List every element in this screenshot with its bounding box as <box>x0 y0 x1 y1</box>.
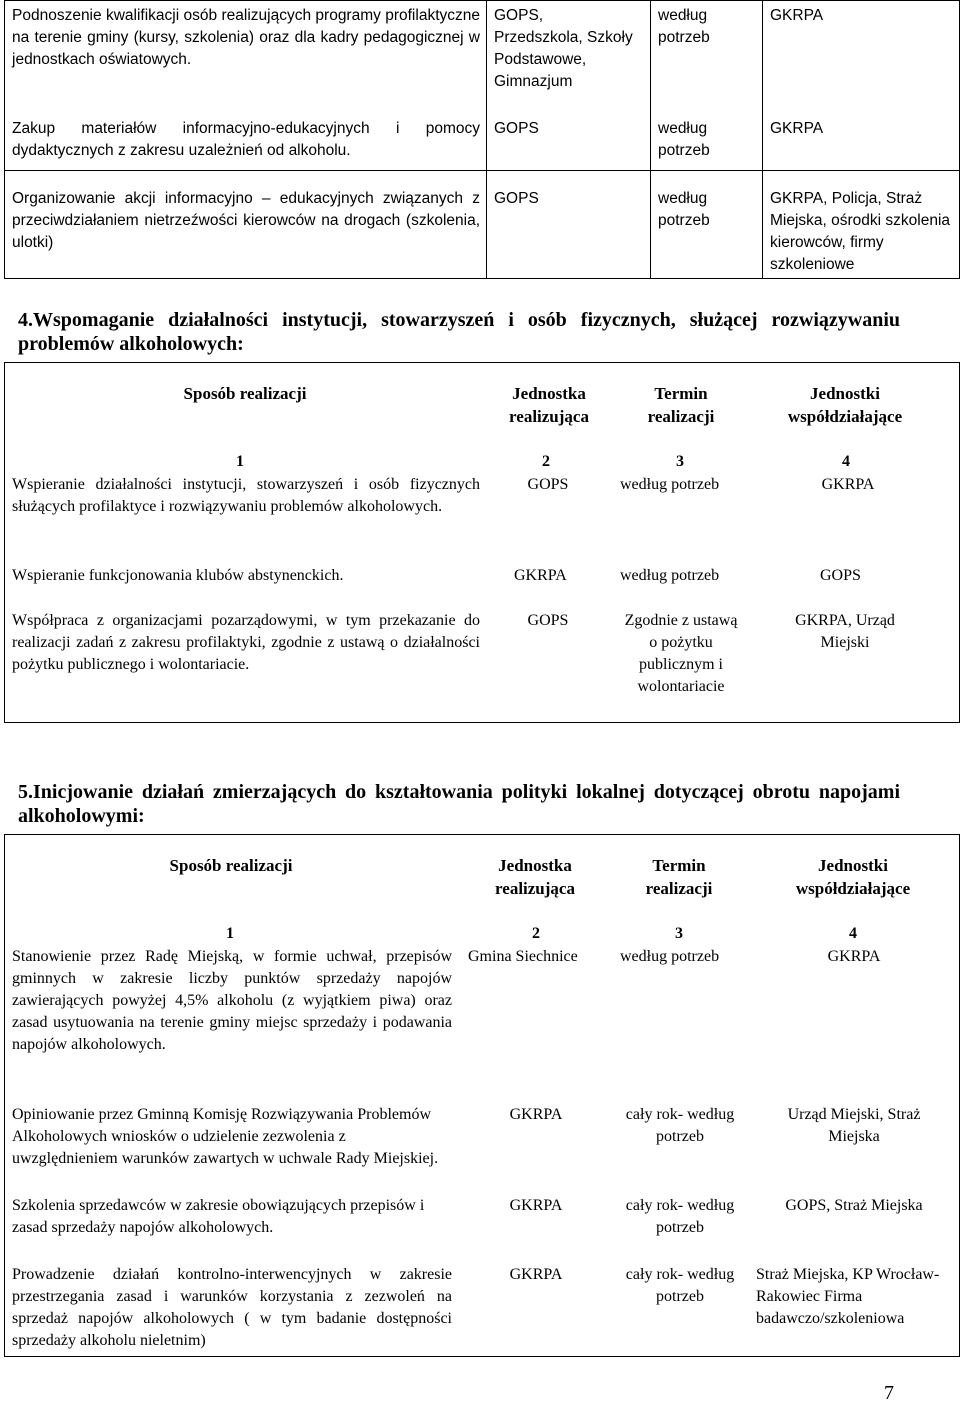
header-sposob: Sposób realizacji <box>183 384 307 403</box>
header-sposob: Sposób realizacji <box>169 856 293 875</box>
table-cell-sposob: Organizowanie akcji informacyjno – edukacyjnych związanych z przeciwdziałaniem nietrzeźwości kierowców na drogach (szkolenia, ulotki) <box>12 190 480 251</box>
table-cell-wspol: GOPS, Straż Miejska <box>785 1197 923 1214</box>
table-cell-wspol: GKRPA, Policja, Straż Miejska, ośrodki szkolenia kierowców, firmy szkoleniowe <box>770 190 951 273</box>
table-cell-sposob: Wspieranie działalności instytucji, stowarzyszeń i osób fizycznych służących profilaktyce i rozwiązywaniu problemów alkoholowych. <box>12 476 480 515</box>
header-wspol: Jednostki współdziałające <box>787 384 903 426</box>
table-cell-wspol: GKRPA <box>770 7 824 24</box>
table-cell-termin: cały rok- według potrzeb <box>625 1197 735 1236</box>
table-cell-jednostka: GOPS, Przedszkola, Szkoły Podstawowe, Gimnazjum <box>494 7 633 90</box>
table-cell-wspol: GKRPA <box>821 476 875 493</box>
table-cell-sposob: Wspieranie funkcjonowania klubów abstynenckich. <box>12 567 344 584</box>
table-cell-sposob: Stanowienie przez Radę Miejską, w formie uchwał, przepisów gminnych w zakresie liczby punktów sprzedaży napojów zawierających powyżej 4,5% alkoholu (z wyjątkiem piwa) oraz zasad usytuowania na terenie gminy miejsc sprzedaży i podawania napojów alkoholowych. <box>12 948 452 1053</box>
column-number: 4 <box>849 925 857 942</box>
table-cell-wspol: GKRPA <box>827 948 881 965</box>
table-cell-wspol: GOPS <box>820 567 861 584</box>
table-cell-wspol: GKRPA, Urząd Miejski <box>795 612 895 651</box>
header-termin: Termin realizacji <box>645 856 713 898</box>
table-cell-sposob: Współpraca z organizacjami pozarządowymi, w tym przekazanie do realizacji zadań z zakresu profilaktyki, zgodnie z ustawą o działalności pożytku publicznego i wolontariacie. <box>12 612 480 673</box>
table-cell-termin: według potrzeb <box>620 948 720 965</box>
table-cell-sposob: Podnoszenie kwalifikacji osób realizujących programy profilaktyczne na terenie gminy (kursy, szkolenia) oraz dla kadry pedagogicznej w jednostkach oświatowych. <box>12 7 480 68</box>
table-cell-termin: według potrzeb <box>620 567 720 584</box>
table-cell-termin: cały rok- według potrzeb <box>625 1106 735 1145</box>
section-5-heading: 5.Inicjowanie działań zmierzających do kształtowania polityki lokalnej dotyczącej obrotu napojami alkoholowymi: <box>18 781 900 827</box>
header-wspol: Jednostki współdziałające <box>795 856 911 898</box>
table-cell-jednostka: GOPS <box>527 612 569 629</box>
page-number: 7 <box>884 1382 894 1404</box>
table-cell-termin: Zgodnie z ustawą o pożytku publicznym i wolontariacie <box>624 612 738 695</box>
table-cell-sposob: Zakup materiałów informacyjno-edukacyjnych i pomocy dydaktycznych z zakresu uzależnień od alkoholu. <box>12 120 480 159</box>
column-number: 2 <box>542 453 550 470</box>
column-number: 3 <box>675 925 683 942</box>
table-cell-wspol: Straż Miejska, KP Wrocław-Rakowiec Firma badawczo/szkoleniowa <box>756 1266 940 1327</box>
table-cell-jednostka: GKRPA <box>514 567 567 584</box>
table-cell-termin: według potrzeb <box>658 120 710 159</box>
column-number: 4 <box>842 453 850 470</box>
table-cell-termin: według potrzeb <box>658 7 710 46</box>
table-cell-sposob: Szkolenia sprzedawców w zakresie obowiązujących przepisów i zasad sprzedaży napojów alkoholowych. <box>12 1197 425 1236</box>
header-jednostka: Jednostka realizująca <box>495 856 575 898</box>
table-cell-jednostka: GKRPA <box>509 1106 563 1123</box>
column-number: 3 <box>676 453 684 470</box>
table-cell-wspol: Urząd Miejski, Straż Miejska <box>787 1106 921 1145</box>
table-cell-sposob: Prowadzenie działań kontrolno-interwencyjnych w zakresie przestrzegania zasad i warunków korzystania z zezwoleń na sprzedaż napojów alkoholowych ( w tym badanie dostępności sprzedaży alkoholu nieletnim) <box>12 1266 452 1349</box>
table-cell-jednostka: GOPS <box>494 190 539 207</box>
table-cell-jednostka: GOPS <box>494 120 539 137</box>
table-cell-termin: cały rok- według potrzeb <box>625 1266 735 1305</box>
table-cell-jednostka: Gmina Siechnice <box>468 948 578 965</box>
column-number: 1 <box>236 453 244 470</box>
table-cell-termin: według potrzeb <box>620 476 720 493</box>
section-4-heading: 4.Wspomaganie działalności instytucji, stowarzyszeń i osób fizycznych, służącej rozwiązywaniu problemów alkoholowych: <box>18 309 900 355</box>
column-number: 2 <box>532 925 540 942</box>
table-cell-jednostka: GOPS <box>527 476 569 493</box>
header-termin: Termin realizacji <box>647 384 715 426</box>
table-cell-termin: według potrzeb <box>658 190 710 229</box>
table-cell-jednostka: GKRPA <box>509 1197 563 1214</box>
column-number: 1 <box>226 925 234 942</box>
table-cell-sposob: Opiniowanie przez Gminną Komisję Rozwiązywania Problemów Alkoholowych wniosków o udzielenie zezwolenia z uwzględnieniem warunków zawartych w uchwale Rady Miejskiej. <box>12 1106 439 1167</box>
table-cell-jednostka: GKRPA <box>509 1266 563 1283</box>
table-cell-wspol: GKRPA <box>770 120 824 137</box>
header-jednostka: Jednostka realizująca <box>509 384 589 426</box>
